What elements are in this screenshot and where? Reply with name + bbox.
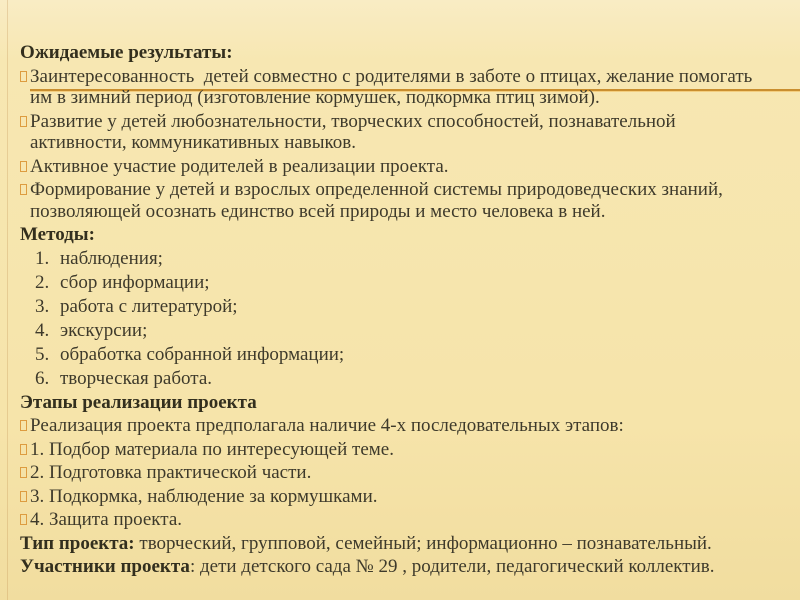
list-item-text: работа с литературой; [60,295,238,317]
square-bullet-icon [20,514,27,525]
expected-results-bullet [20,111,770,154]
bullet-text: 3. Подкормка, наблюдение за кормушками. [30,485,378,507]
square-bullet-icon [20,420,27,431]
list-item-text: сбор информации; [60,271,210,293]
list-item-number: 2. [35,271,50,293]
expected-results-bullet [20,66,770,109]
square-bullet-icon [20,184,27,195]
bullet-text: Активное участие родителей в реализации проекта. [30,155,449,177]
bullet-text: 2. Подготовка практической части. [30,462,312,483]
bullet-text: 4. Защита проекта. [30,509,182,530]
square-bullet-icon [20,71,27,82]
list-item-number: 6. [35,367,50,389]
list-item [35,320,770,342]
bullet-text: Развитие у детей любознательности, творческих способностей, познавательной активности, коммуникативных навыков. [30,110,676,153]
list-item-number: 4. [35,319,50,341]
stages-intro-bullet [20,415,770,437]
square-bullet-icon [20,491,27,502]
stage-item-bullet [20,439,770,461]
bullet-text: Реализация проекта предполагала наличие 4-х последовательных этапов: [30,415,624,436]
participants-value: : дети детского сада № 29 , родители, педагогический коллектив. [189,556,715,577]
list-item [35,344,770,366]
bullet-text: Заинтересованность детей совместно с родителями в заботе о птицах, желание помогать им в зимний период (изготовление кормушек, подкормка птиц зимой). [30,65,753,108]
list-item-text: творческая работа. [60,367,212,389]
slide-content [20,42,770,580]
list-item-text: наблюдения; [60,247,163,269]
bullet-text: 1. Подбор материала по интересующей теме. [30,438,394,460]
participants-label: Участники проекта [20,556,190,577]
methods-heading: Методы: [20,224,95,245]
project-type-line [20,533,770,555]
expected-results-bullet [20,156,770,178]
square-bullet-icon [20,444,27,455]
stages-heading: Этапы реализации проекта [20,391,257,413]
expected-results-bullet [20,179,770,222]
project-type-label: Тип проекта: [20,532,135,554]
participants-line [20,556,770,578]
methods-list [20,248,770,390]
project-type-value: творческий, групповой, семейный; информационно – познавательный. [134,532,712,554]
list-item-number: 3. [35,295,50,317]
list-item [35,296,770,318]
list-item [35,368,770,390]
square-bullet-icon [20,467,27,478]
square-bullet-icon [20,116,27,127]
stage-item-bullet [20,486,770,508]
expected-results-heading: Ожидаемые результаты: [20,42,233,63]
bullet-text: Формирование у детей и взрослых определенной системы природоведческих знаний, позволяющей осознать единство всей природы и место человека в ней. [30,179,723,222]
list-item-number: 5. [35,343,50,365]
list-item-number: 1. [35,247,50,269]
slide-left-edge-line [7,0,8,600]
list-item-text: обработка собранной информации; [60,343,345,365]
stage-item-bullet [20,462,770,484]
list-item [35,272,770,294]
square-bullet-icon [20,161,27,172]
stage-item-bullet [20,509,770,531]
list-item [35,248,770,270]
list-item-text: экскурсии; [60,319,148,341]
